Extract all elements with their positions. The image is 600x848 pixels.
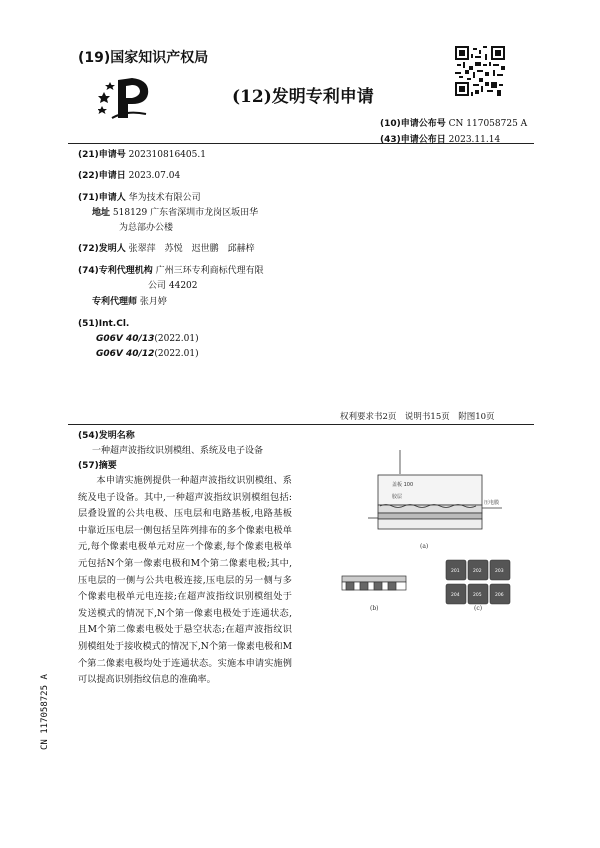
glue-label: 胶层 (392, 494, 403, 500)
pixel-label: 203 (495, 569, 504, 574)
invention-title: 一种超声波指纹识别模组、系统及电子设备 (92, 446, 264, 456)
agency-line2: 公司 44202 (148, 281, 198, 291)
fig-c-label: (c) (474, 605, 483, 612)
agency: (74)专利代理机构 广州三环专利商标代理有限 (78, 266, 264, 276)
ipc-code: G06V 40/13(2022.01) (96, 334, 199, 344)
address-line2: 为总部办公楼 (119, 223, 174, 233)
pages-divider (68, 424, 534, 425)
figure-a (368, 450, 502, 529)
qr-code (455, 46, 505, 96)
publication-number-label: (10)申请公布号 (380, 119, 446, 129)
inventors: (72)发明人 张翠萍 苏悦 迟世鹏 邱赫梓 (78, 244, 255, 254)
publication-date-value: 2023.11.14 (448, 135, 501, 145)
film-label: 压电膜 (484, 500, 500, 506)
ipc-code: G06V 40/12(2022.01) (96, 349, 199, 359)
int-cl: (51)Int.Cl. (78, 319, 130, 329)
fig-b-label: (b) (370, 605, 379, 612)
pixel-label: 204 (451, 593, 460, 598)
side-publication-code: CN 117058725 A (40, 674, 50, 750)
applicant: (71)申请人 华为技术有限公司 (78, 193, 201, 203)
abstract-label: (57)摘要 (78, 461, 117, 471)
document-type: (12)发明专利申请 (232, 87, 374, 107)
cnipa-logo (98, 74, 154, 122)
pixel-label: 202 (473, 569, 482, 574)
cover-label: 盖板 100 (392, 482, 414, 488)
pixel-label: 201 (451, 569, 460, 574)
abstract-figure (296, 438, 528, 612)
application-number: (21)申请号 202310816405.1 (78, 150, 206, 160)
publication-number-value: CN 117058725 A (448, 119, 528, 129)
application-date: (22)申请日 2023.07.04 (78, 171, 181, 181)
fig-a-label: (a) (420, 543, 429, 550)
pixel-label: 206 (495, 593, 504, 598)
figure-b (342, 576, 406, 590)
publication-date-label: (43)申请公布日 (380, 135, 446, 145)
publication-number (380, 116, 527, 129)
office-name: (19)国家知识产权局 (78, 50, 209, 66)
abstract-text: 本申请实施例提供一种超声波指纹识别模组、系统及电子设备。其中,一种超声波指纹识别模组包括:层叠设置的公共电极、压电层和电路基板,电路基板中靠近压电层一侧包括呈阵列排布的多个像素电极单元,每个像素电极单元对应一个像素,每个像素电极单元包括N个第一像素电极和M个第二像素电极;其中,压电层的一侧与公共电极连接,压电层的另一侧与多个像素电极单元电连接;在超声波指纹识别模组处于发送模式的情况下,N个第一像素电极处于连通状态,且M个第二像素电极处于悬空状态;在超声波指纹识别模组处于接收模式的情况下,N个第一像素电极和M个第二像素电极均处于连通状态。实施本申请实施例可以提高识别指纹信息的准确率。 (78, 475, 292, 686)
patent-agent: 专利代理师 张月婷 (92, 297, 167, 307)
title-label: (54)发明名称 (78, 431, 135, 441)
address: 地址 518129 广东省深圳市龙岗区坂田华 (92, 208, 259, 218)
header-divider (68, 143, 534, 144)
page-counts: 权利要求书2页 说明书15页 附图10页 (340, 412, 495, 422)
pixel-label: 205 (473, 593, 482, 598)
